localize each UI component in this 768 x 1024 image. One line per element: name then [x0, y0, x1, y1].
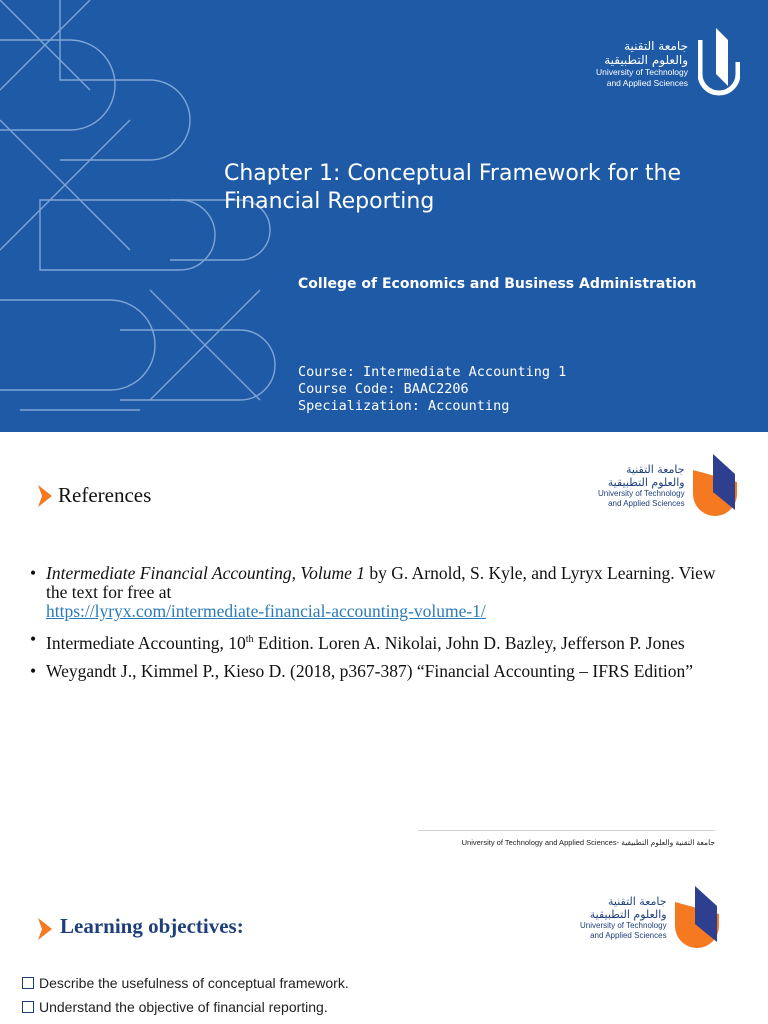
- reference-details: by G. Arnold, S. Kyle, and Lyryx Learning. View the text for free at: [46, 563, 716, 602]
- logo-english-line1: University of Technology: [580, 921, 667, 930]
- specialization: Specialization: Accounting: [298, 398, 510, 414]
- logo-arabic-line1: جامعة التقنية: [624, 39, 688, 53]
- references-slide: [0, 432, 768, 864]
- logo-text: [598, 463, 685, 509]
- university-emblem-icon: [673, 884, 721, 952]
- university-logo: [598, 452, 739, 520]
- college-name: College of Economics and Business Administration: [298, 276, 697, 292]
- reference-superscript: th: [245, 634, 254, 645]
- checkbox-icon: [22, 1001, 34, 1013]
- reference-text: Weygandt J., Kimmel P., Kieso D. (2018, p367-387) “Financial Accounting – IFRS Edition”: [46, 660, 693, 681]
- objective-item: [22, 999, 349, 1015]
- university-emblem-icon: [691, 452, 739, 520]
- course-info: [298, 364, 566, 415]
- logo-arabic-line2: والعلوم التطبيقية: [604, 53, 688, 67]
- learning-objectives-heading: Learning objectives:: [60, 914, 244, 938]
- logo-arabic-line1: جامعة التقنية: [625, 463, 685, 476]
- university-logo: [596, 26, 740, 102]
- university-logo: [580, 884, 721, 952]
- objective-text: Understand the objective of financial reporting.: [39, 999, 328, 1015]
- reference-item: [30, 662, 730, 681]
- logo-arabic-line2: والعلوم التطبيقية: [589, 908, 667, 921]
- reference-item: [30, 630, 730, 653]
- reference-link[interactable]: https://lyryx.com/intermediate-financial-accounting-volume-1/: [46, 601, 486, 621]
- logo-text: [580, 895, 667, 941]
- arrow-bullet-icon: [38, 485, 52, 507]
- footer-text: University of Technology and Applied Sciences- جامعة التقنية والعلوم التطبيقية: [461, 838, 715, 847]
- logo-arabic-line2: والعلوم التطبيقية: [607, 476, 685, 489]
- logo-text: [596, 39, 688, 89]
- objectives-list: [22, 975, 349, 1023]
- reference-text: Intermediate Accounting, 10: [46, 632, 246, 653]
- arrow-bullet-icon: [38, 918, 52, 940]
- course-code: Course Code: BAAC2206: [298, 381, 469, 397]
- learning-objectives-slide: [0, 864, 768, 1024]
- university-emblem-icon: [698, 26, 740, 102]
- footer-divider: [418, 830, 715, 831]
- decorative-pattern: [0, 0, 300, 432]
- course-name: Course: Intermediate Accounting 1: [298, 364, 567, 380]
- logo-english-line2: and Applied Sciences: [608, 499, 685, 508]
- logo-english-line2: and Applied Sciences: [606, 78, 688, 88]
- chapter-title: Chapter 1: Conceptual Framework for the Financial Reporting: [224, 160, 681, 214]
- objective-item: [22, 975, 349, 991]
- reference-text-continued: Edition. Loren A. Nikolai, John D. Bazley, Jefferson P. Jones: [253, 632, 685, 653]
- title-slide: [0, 0, 768, 432]
- reference-item: [30, 564, 730, 621]
- logo-english-line1: University of Technology: [596, 67, 688, 77]
- references-heading: References: [58, 483, 152, 507]
- logo-english-line1: University of Technology: [598, 489, 685, 498]
- logo-arabic-line1: جامعة التقنية: [607, 895, 667, 908]
- reference-title: Intermediate Financial Accounting, Volume 1: [46, 563, 365, 583]
- references-list: [30, 564, 730, 690]
- logo-english-line2: and Applied Sciences: [590, 931, 667, 940]
- checkbox-icon: [22, 977, 34, 989]
- objective-text: Describe the usefulness of conceptual framework.: [39, 975, 349, 991]
